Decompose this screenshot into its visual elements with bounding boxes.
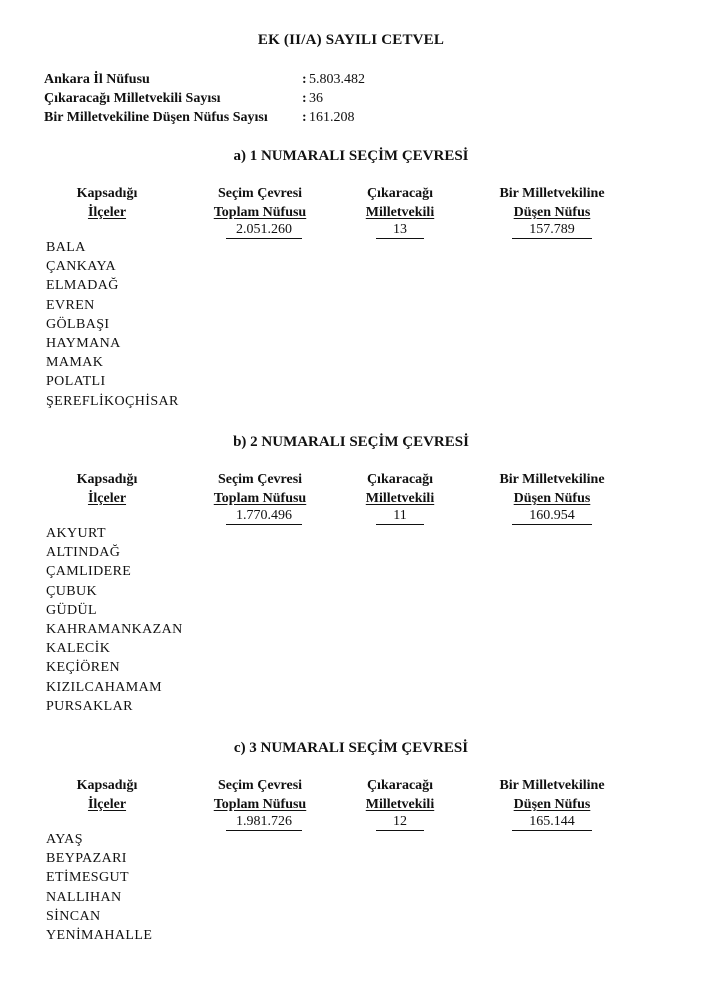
district-item: KALECİK <box>46 641 111 657</box>
header-deputies: Çıkaracağı Milletvekili <box>365 472 435 506</box>
header-population: Seçim Çevresi Toplam Nüfusu <box>213 472 307 506</box>
header-districts: Kapsadığı İlçeler <box>76 186 138 220</box>
district-list <box>46 524 183 716</box>
header-per-deputy: Bir Milletvekiline Düşen Nüfus <box>499 186 605 220</box>
header-per-deputy: Bir Milletvekiline Düşen Nüfus <box>499 778 605 812</box>
header-per-deputy: Bir Milletvekiline Düşen Nüfus <box>499 472 605 506</box>
district-item: MAMAK <box>46 355 104 371</box>
district-item: NALLIHAN <box>46 889 122 905</box>
section-per-deputy: 165.144 <box>512 814 592 831</box>
district-item: AKYURT <box>46 526 106 541</box>
summary-label: Ankara İl Nüfusu <box>44 72 150 87</box>
district-item: ELMADAĞ <box>46 278 119 294</box>
district-item: ŞEREFLİKOÇHİSAR <box>46 393 179 409</box>
document-title: EK (II/A) SAYILI CETVEL <box>257 32 445 48</box>
summary-row-population: Ankara İl Nüfusu : 5.803.482 <box>44 72 365 87</box>
section-population: 1.770.496 <box>226 508 302 525</box>
section-title: c) 3 NUMARALI SEÇİM ÇEVRESİ <box>233 740 469 756</box>
district-item: SİNCAN <box>46 908 101 924</box>
header-population: Seçim Çevresi Toplam Nüfusu <box>213 778 307 812</box>
district-item: ÇUBUK <box>46 583 98 599</box>
district-item: EVREN <box>46 297 95 313</box>
district-item: GÜDÜL <box>46 602 97 618</box>
summary-label: Çıkaracağı Milletvekili Sayısı <box>44 91 221 106</box>
section-population: 2.051.260 <box>226 222 302 239</box>
summary-label: Bir Milletvekiline Düşen Nüfus Sayısı <box>44 110 268 125</box>
section-deputies: 12 <box>376 814 424 831</box>
summary-row-per-deputy: Bir Milletvekiline Düşen Nüfus Sayısı : 161.208 <box>44 110 355 125</box>
header-population: Seçim Çevresi Toplam Nüfusu <box>213 186 307 220</box>
section-title: b) 2 NUMARALI SEÇİM ÇEVRESİ <box>233 434 469 450</box>
section-per-deputy: 157.789 <box>512 222 592 239</box>
district-item: GÖLBAŞI <box>46 316 110 332</box>
section-per-deputy: 160.954 <box>512 508 592 525</box>
district-item: ALTINDAĞ <box>46 545 121 561</box>
district-item: KIZILCAHAMAM <box>46 679 163 695</box>
district-item: KEÇİÖREN <box>46 660 120 676</box>
district-list <box>46 830 152 945</box>
summary-value: 5.803.482 <box>309 72 365 87</box>
district-item: ETİMESGUT <box>46 870 129 886</box>
district-item: AYAŞ <box>46 832 83 847</box>
district-item: BEYPAZARI <box>46 851 127 867</box>
district-item: POLATLI <box>46 374 106 390</box>
section-title: a) 1 NUMARALI SEÇİM ÇEVRESİ <box>233 148 469 164</box>
section-population: 1.981.726 <box>226 814 302 831</box>
district-item: ÇANKAYA <box>46 259 116 275</box>
summary-row-deputies: Çıkaracağı Milletvekili Sayısı : 36 <box>44 91 323 106</box>
header-deputies: Çıkaracağı Milletvekili <box>365 186 435 220</box>
district-list <box>46 238 179 411</box>
summary-value: 36 <box>309 91 323 106</box>
district-item: HAYMANA <box>46 335 121 351</box>
district-item: PURSAKLAR <box>46 698 133 714</box>
district-item: BALA <box>46 240 86 255</box>
district-item: YENİMAHALLE <box>46 927 153 943</box>
district-item: ÇAMLIDERE <box>46 564 132 580</box>
summary-value: 161.208 <box>309 110 355 125</box>
province-summary <box>44 70 365 127</box>
header-districts: Kapsadığı İlçeler <box>76 472 138 506</box>
header-deputies: Çıkaracağı Milletvekili <box>365 778 435 812</box>
header-districts: Kapsadığı İlçeler <box>76 778 138 812</box>
section-deputies: 11 <box>376 508 424 525</box>
section-deputies: 13 <box>376 222 424 239</box>
district-item: KAHRAMANKAZAN <box>46 621 183 637</box>
